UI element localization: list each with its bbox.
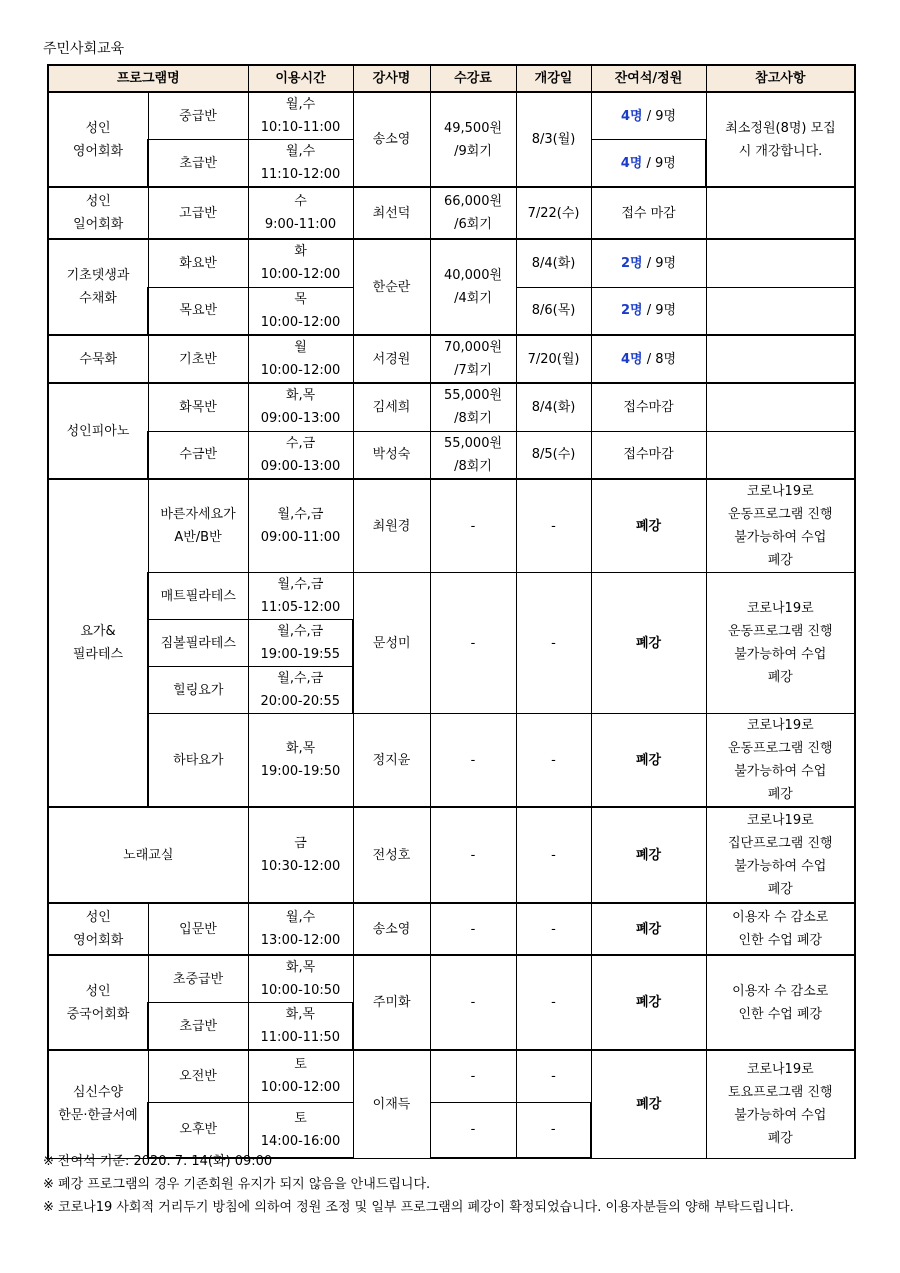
remaining-seats: 4명 xyxy=(620,351,643,367)
note xyxy=(706,431,855,479)
seat-status: 폐강 xyxy=(591,1050,706,1158)
seat-status xyxy=(591,239,706,287)
remaining-seats: 2명 xyxy=(620,255,643,271)
page-title: 주민사회교육 xyxy=(43,41,125,57)
fee: - xyxy=(430,1050,516,1102)
class-time: 월,수 10:10-11:00 xyxy=(248,92,353,140)
remaining-seats: 2명 xyxy=(620,303,643,319)
program-name: 심신수양 한문·한글서예 xyxy=(48,1050,148,1158)
class-time: 목 10:00-12:00 xyxy=(248,287,353,335)
class-time: 화,목 10:00-10:50 xyxy=(248,955,353,1003)
start-date: 8/3(월) xyxy=(516,92,591,187)
header-fee: 수강료 xyxy=(430,65,516,92)
class-name: 매트필라테스 xyxy=(148,573,248,620)
remaining-seats: 4명 xyxy=(620,155,643,171)
program-name: 성인 영어회화 xyxy=(48,903,148,955)
table-row xyxy=(48,431,855,479)
header-program: 프로그램명 xyxy=(48,65,248,92)
class-name: 목요반 xyxy=(148,287,248,335)
program-name: 노래교실 xyxy=(48,807,248,903)
table-row xyxy=(48,714,855,808)
fee: 49,500원 /9회기 xyxy=(430,92,516,187)
table-row xyxy=(48,573,855,620)
program-name: 성인피아노 xyxy=(48,383,148,479)
class-time: 화,목 11:00-11:50 xyxy=(248,1003,353,1051)
seat-status: 폐강 xyxy=(591,955,706,1050)
table-row xyxy=(48,955,855,1003)
seat-status: 폐강 xyxy=(591,479,706,573)
fee: 70,000원 /7회기 xyxy=(430,335,516,383)
table-header-row xyxy=(48,65,855,92)
program-name: 성인 중국어회화 xyxy=(48,955,148,1050)
teacher-name: 전성호 xyxy=(353,807,430,903)
fee: - xyxy=(430,955,516,1050)
fee: - xyxy=(430,573,516,714)
class-time: 수,금 09:00-13:00 xyxy=(248,431,353,479)
header-time: 이용시간 xyxy=(248,65,353,92)
note: 코로나19로 운동프로그램 진행 불가능하여 수업 폐강 xyxy=(706,573,855,714)
program-name: 수묵화 xyxy=(48,335,148,383)
class-name: 기초반 xyxy=(148,335,248,383)
table-row xyxy=(48,335,855,383)
header-start-date: 개강일 xyxy=(516,65,591,92)
start-date: - xyxy=(516,807,591,903)
class-name: 짐볼필라테스 xyxy=(148,620,248,667)
note xyxy=(706,239,855,287)
note xyxy=(706,335,855,383)
note: 코로나19로 토요프로그램 진행 불가능하여 수업 폐강 xyxy=(706,1050,855,1158)
class-name: 오후반 xyxy=(148,1102,248,1158)
class-name: 바른자세요가 A반/B반 xyxy=(148,479,248,573)
fee: - xyxy=(430,479,516,573)
start-date: - xyxy=(516,573,591,714)
class-time: 월 10:00-12:00 xyxy=(248,335,353,383)
fee: 55,000원 /8회기 xyxy=(430,383,516,431)
start-date: - xyxy=(516,1050,591,1102)
program-schedule-table xyxy=(47,64,856,1159)
start-date: 7/20(월) xyxy=(516,335,591,383)
fee: 40,000원 /4회기 xyxy=(430,239,516,335)
start-date: 8/6(목) xyxy=(516,287,591,335)
class-name: 힐링요가 xyxy=(148,667,248,714)
teacher-name: 문성미 xyxy=(353,573,430,714)
class-time: 화,목 09:00-13:00 xyxy=(248,383,353,431)
seat-status: 폐강 xyxy=(591,573,706,714)
teacher-name: 김세희 xyxy=(353,383,430,431)
header-teacher: 강사명 xyxy=(353,65,430,92)
class-name: 중급반 xyxy=(148,92,248,140)
teacher-name: 주미화 xyxy=(353,955,430,1050)
seat-status: 폐강 xyxy=(591,903,706,955)
class-name: 오전반 xyxy=(148,1050,248,1102)
class-time: 월,수 13:00-12:00 xyxy=(248,903,353,955)
table-row xyxy=(48,187,855,239)
class-time: 월,수,금 09:00-11:00 xyxy=(248,479,353,573)
note: 코로나19로 운동프로그램 진행 불가능하여 수업 폐강 xyxy=(706,714,855,808)
note: 이용자 수 감소로 인한 수업 폐강 xyxy=(706,903,855,955)
class-time: 월,수 11:10-12:00 xyxy=(248,140,353,188)
fee: - xyxy=(430,903,516,955)
fee: - xyxy=(430,807,516,903)
class-time: 금 10:30-12:00 xyxy=(248,807,353,903)
fee: - xyxy=(430,714,516,808)
class-time: 월,수,금 11:05-12:00 xyxy=(248,573,353,620)
start-date: - xyxy=(516,1102,591,1158)
seat-status: 접수 마감 xyxy=(591,187,706,239)
seat-status: 폐강 xyxy=(591,714,706,808)
seat-status: 폐강 xyxy=(591,807,706,903)
fee: 66,000원 /6회기 xyxy=(430,187,516,239)
program-name: 요가& 필라테스 xyxy=(48,479,148,807)
start-date: 7/22(수) xyxy=(516,187,591,239)
class-time: 월,수,금 19:00-19:55 xyxy=(248,620,353,667)
teacher-name: 서경원 xyxy=(353,335,430,383)
note xyxy=(706,383,855,431)
class-name: 수금반 xyxy=(148,431,248,479)
teacher-name: 최선덕 xyxy=(353,187,430,239)
seat-status xyxy=(591,335,706,383)
table-row xyxy=(48,1050,855,1102)
table-row xyxy=(48,903,855,955)
teacher-name: 정지윤 xyxy=(353,714,430,808)
class-time: 토 14:00-16:00 xyxy=(248,1102,353,1158)
class-time: 수 9:00-11:00 xyxy=(248,187,353,239)
class-name: 초급반 xyxy=(148,1003,248,1051)
start-date: 8/4(화) xyxy=(516,239,591,287)
seat-status xyxy=(591,92,706,140)
teacher-name: 이재득 xyxy=(353,1050,430,1158)
seat-status: 접수마감 xyxy=(591,383,706,431)
footnote-membership: ※ 폐강 프로그램의 경우 기존회원 유지가 되지 않음을 안내드립니다. xyxy=(43,1177,431,1192)
fee: 55,000원 /8회기 xyxy=(430,431,516,479)
header-notes: 참고사항 xyxy=(706,65,855,92)
capacity: / 9명 xyxy=(642,303,677,319)
teacher-name: 송소영 xyxy=(353,903,430,955)
capacity: / 9명 xyxy=(642,255,677,271)
class-time: 월,수,금 20:00-20:55 xyxy=(248,667,353,714)
start-date: - xyxy=(516,479,591,573)
note: 코로나19로 집단프로그램 진행 불가능하여 수업 폐강 xyxy=(706,807,855,903)
capacity: / 8명 xyxy=(642,351,677,367)
table-row xyxy=(48,383,855,431)
seat-status xyxy=(591,140,706,188)
class-name: 고급반 xyxy=(148,187,248,239)
table-row xyxy=(48,807,855,903)
remaining-seats: 4명 xyxy=(620,108,643,124)
class-time: 화 10:00-12:00 xyxy=(248,239,353,287)
seat-status xyxy=(591,287,706,335)
program-name: 기초뎃생과 수채화 xyxy=(48,239,148,335)
seat-status: 접수마감 xyxy=(591,431,706,479)
program-name: 성인 일어회화 xyxy=(48,187,148,239)
start-date: - xyxy=(516,714,591,808)
class-time: 화,목 19:00-19:50 xyxy=(248,714,353,808)
program-name: 성인 영어회화 xyxy=(48,92,148,187)
class-name: 화목반 xyxy=(148,383,248,431)
class-name: 초급반 xyxy=(148,140,248,188)
teacher-name: 최원경 xyxy=(353,479,430,573)
class-name: 초중급반 xyxy=(148,955,248,1003)
footnotes xyxy=(43,1150,794,1219)
footnote-covid: ※ 코로나19 사회적 거리두기 방침에 의하여 정원 조정 및 일부 프로그램의 폐강이 확정되었습니다. 이용자분들의 양해 부탁드립니다. xyxy=(43,1200,794,1215)
start-date: - xyxy=(516,903,591,955)
teacher-name: 한순란 xyxy=(353,239,430,335)
start-date: 8/5(수) xyxy=(516,431,591,479)
footnote-seat-basis: ※ 잔여석 기준: 2020. 7. 14(화) 09:00 xyxy=(43,1154,273,1169)
fee: - xyxy=(430,1102,516,1158)
header-seats: 잔여석/정원 xyxy=(591,65,706,92)
note: 최소정원(8명) 모집 시 개강합니다. xyxy=(706,92,855,187)
class-name: 하타요가 xyxy=(148,714,248,808)
start-date: 8/4(화) xyxy=(516,383,591,431)
teacher-name: 송소영 xyxy=(353,92,430,187)
capacity: / 9명 xyxy=(642,108,677,124)
capacity: / 9명 xyxy=(642,155,676,171)
class-time: 토 10:00-12:00 xyxy=(248,1050,353,1102)
start-date: - xyxy=(516,955,591,1050)
note xyxy=(706,287,855,335)
table-row xyxy=(48,92,855,140)
table-row xyxy=(48,239,855,287)
note xyxy=(706,187,855,239)
note: 코로나19로 운동프로그램 진행 불가능하여 수업 폐강 xyxy=(706,479,855,573)
class-name: 입문반 xyxy=(148,903,248,955)
teacher-name: 박성숙 xyxy=(353,431,430,479)
class-name: 화요반 xyxy=(148,239,248,287)
note: 이용자 수 감소로 인한 수업 폐강 xyxy=(706,955,855,1050)
table-row xyxy=(48,479,855,573)
